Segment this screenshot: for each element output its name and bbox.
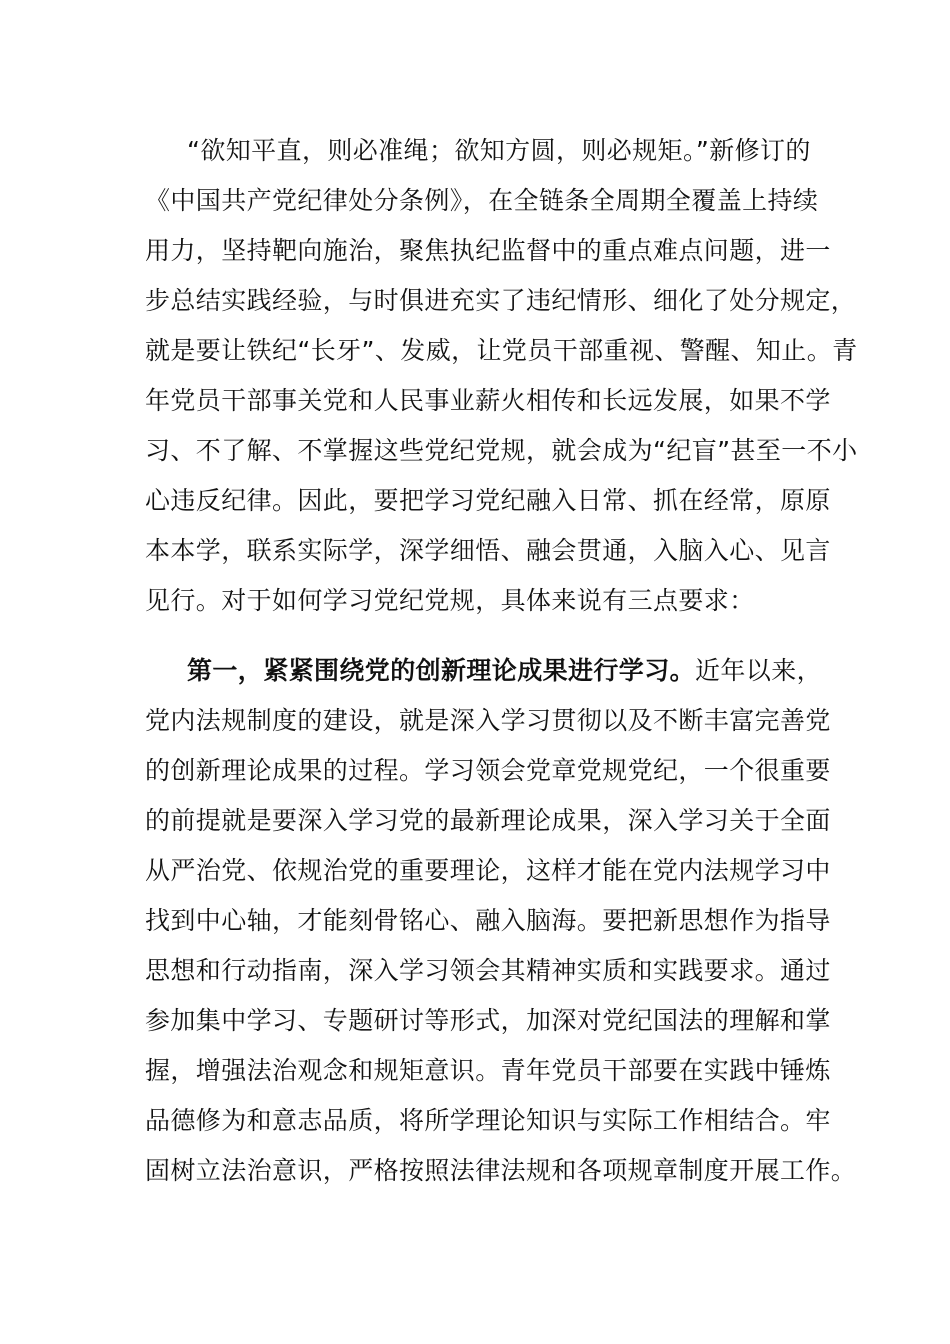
- paragraph-1-line-3: 用力，坚持靶向施治，聚焦执纪监督中的重点难点问题，进一: [145, 236, 831, 265]
- paragraph-2-line-7: 思想和行动指南，深入学习领会其精神实质和实践要求。通过: [145, 956, 831, 985]
- paragraph-1-line-2: 《中国共产党纪律处分条例》，在全链条全周期全覆盖上持续: [145, 186, 819, 215]
- paragraph-1-line-8: 心违反纪律。因此，要把学习党纪融入日常、抓在经常，原原: [145, 486, 831, 515]
- paragraph-2-line-6: 找到中心轴，才能刻骨铭心、融入脑海。要把新思想作为指导: [145, 906, 831, 935]
- paragraph-2-line-11: 固树立法治意识，严格按照法律法规和各项规章制度开展工作。: [145, 1156, 857, 1185]
- paragraph-2-first-line-rest: 近年以来，: [695, 656, 823, 685]
- paragraph-1-line-9: 本本学，联系实际学，深学细悟、融会贯通，入脑入心、见言: [145, 536, 831, 565]
- paragraph-2-heading: 第一，紧紧围绕党的创新理论成果进行学习。: [187, 656, 696, 685]
- paragraph-1-line-5: 就是要让铁纪“长牙”、发威，让党员干部重视、警醒、知止。青: [145, 336, 858, 365]
- paragraph-2-line-3: 的创新理论成果的过程。学习领会党章党规党纪，一个很重要: [145, 756, 831, 785]
- paragraph-2-line-10: 品德修为和意志品质，将所学理论知识与实际工作相结合。牢: [145, 1106, 831, 1135]
- paragraph-2-line-5: 从严治党、依规治党的重要理论，这样才能在党内法规学习中: [145, 856, 831, 885]
- paragraph-1-line-1: “欲知平直，则必准绳；欲知方圆，则必规矩。”新修订的: [187, 136, 811, 165]
- paragraph-1-line-6: 年党员干部事关党和人民事业薪火相传和长远发展，如果不学: [145, 386, 831, 415]
- paragraph-2-line-2: 党内法规制度的建设，就是深入学习贯彻以及不断丰富完善党: [145, 706, 831, 735]
- paragraph-2-line-8: 参加集中学习、专题研讨等形式，加深对党纪国法的理解和掌: [145, 1006, 831, 1035]
- paragraph-2-line-9: 握，增强法治观念和规矩意识。青年党员干部要在实践中锤炼: [145, 1056, 831, 1085]
- paragraph-1-line-7: 习、不了解、不掌握这些党纪党规，就会成为“纪盲”甚至一不小: [145, 436, 858, 465]
- paragraph-1-line-10: 见行。对于如何学习党纪党规，具体来说有三点要求：: [145, 586, 755, 615]
- paragraph-2-line-4: 的前提就是要深入学习党的最新理论成果，深入学习关于全面: [145, 806, 831, 835]
- paragraph-2-line-1: [187, 646, 857, 696]
- paragraph-1-line-4: 步总结实践经验，与时俱进充实了违纪情形、细化了处分规定，: [145, 286, 857, 315]
